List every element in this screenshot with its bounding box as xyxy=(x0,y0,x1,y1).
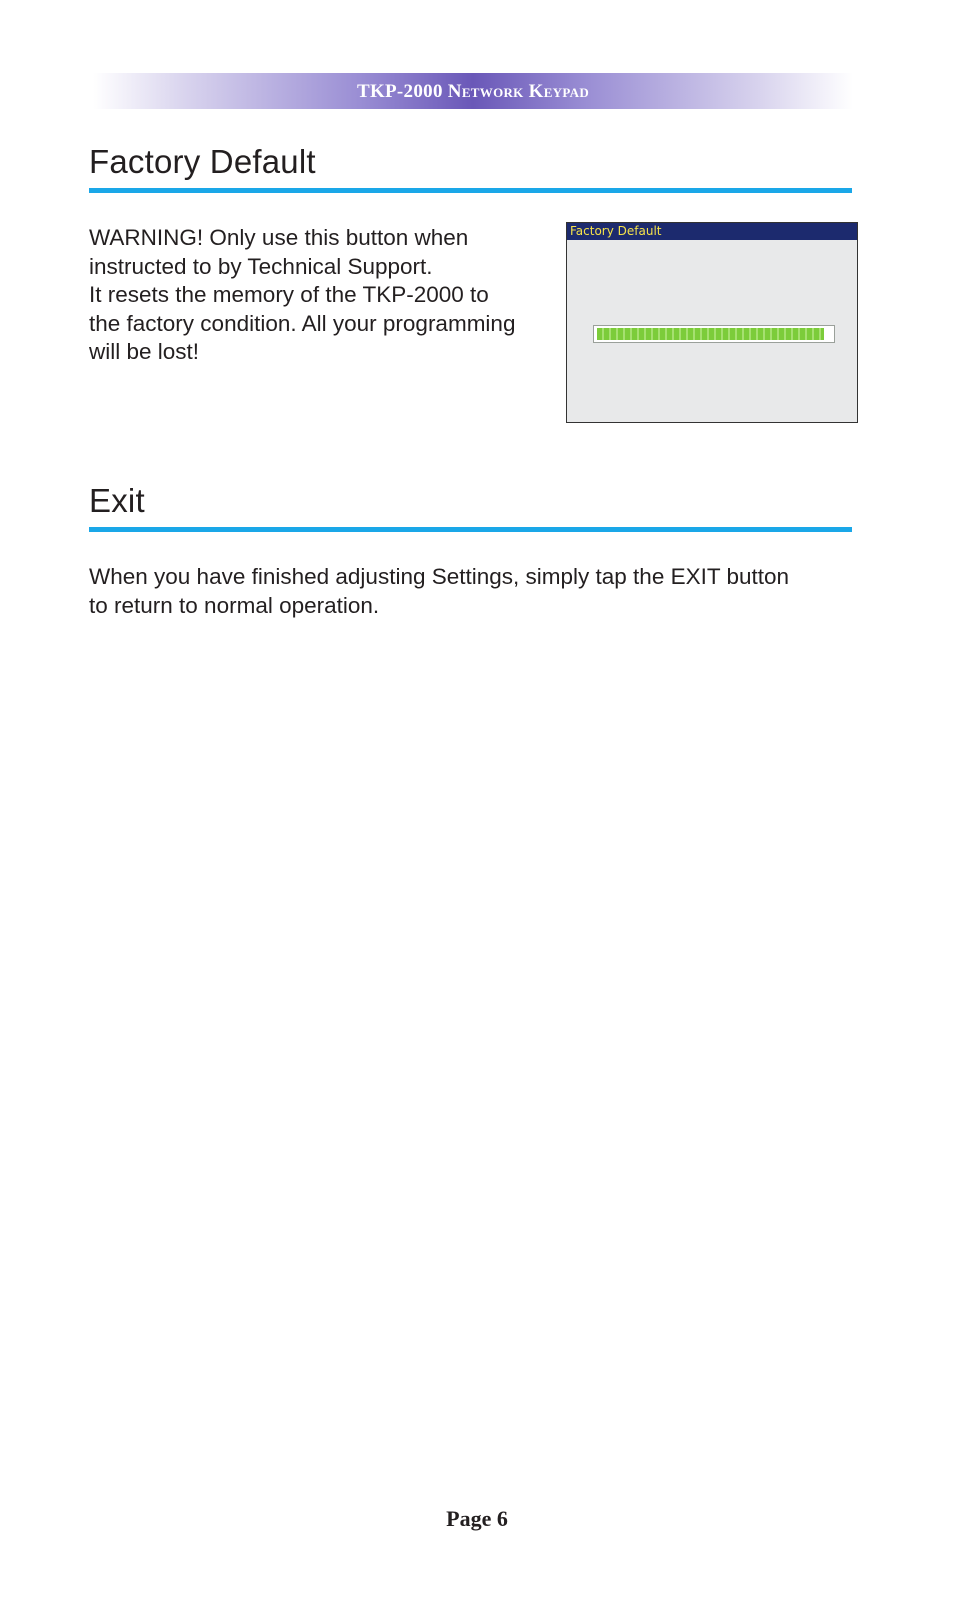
text-line: will be lost! xyxy=(89,339,200,364)
text-line: When you have finished adjusting Settings, simply tap the EXIT button xyxy=(89,564,789,589)
page-number: Page 6 xyxy=(446,1506,508,1531)
factory-default-screenshot xyxy=(566,222,858,423)
section-divider xyxy=(89,188,852,193)
text-line: instructed to by Technical Support. xyxy=(89,253,433,279)
progress-bar-fill xyxy=(597,328,824,340)
text-line: to return to normal operation. xyxy=(89,592,380,618)
factory-default-paragraph xyxy=(89,224,515,367)
document-title: TKP-2000 Network Keypad xyxy=(356,81,590,102)
text-line: WARNING! Only use this button when xyxy=(89,225,469,250)
exit-paragraph xyxy=(89,563,789,620)
section-title-exit: Exit xyxy=(89,482,145,519)
running-header xyxy=(93,73,853,109)
section-title-factory-default: Factory Default xyxy=(89,143,316,180)
text-line: It resets the memory of the TKP-2000 to xyxy=(89,282,489,307)
screen-title-bar: Factory Default xyxy=(567,223,857,240)
progress-bar xyxy=(593,325,835,343)
section-divider xyxy=(89,527,852,532)
text-line: the factory condition. All your programming xyxy=(89,310,516,336)
